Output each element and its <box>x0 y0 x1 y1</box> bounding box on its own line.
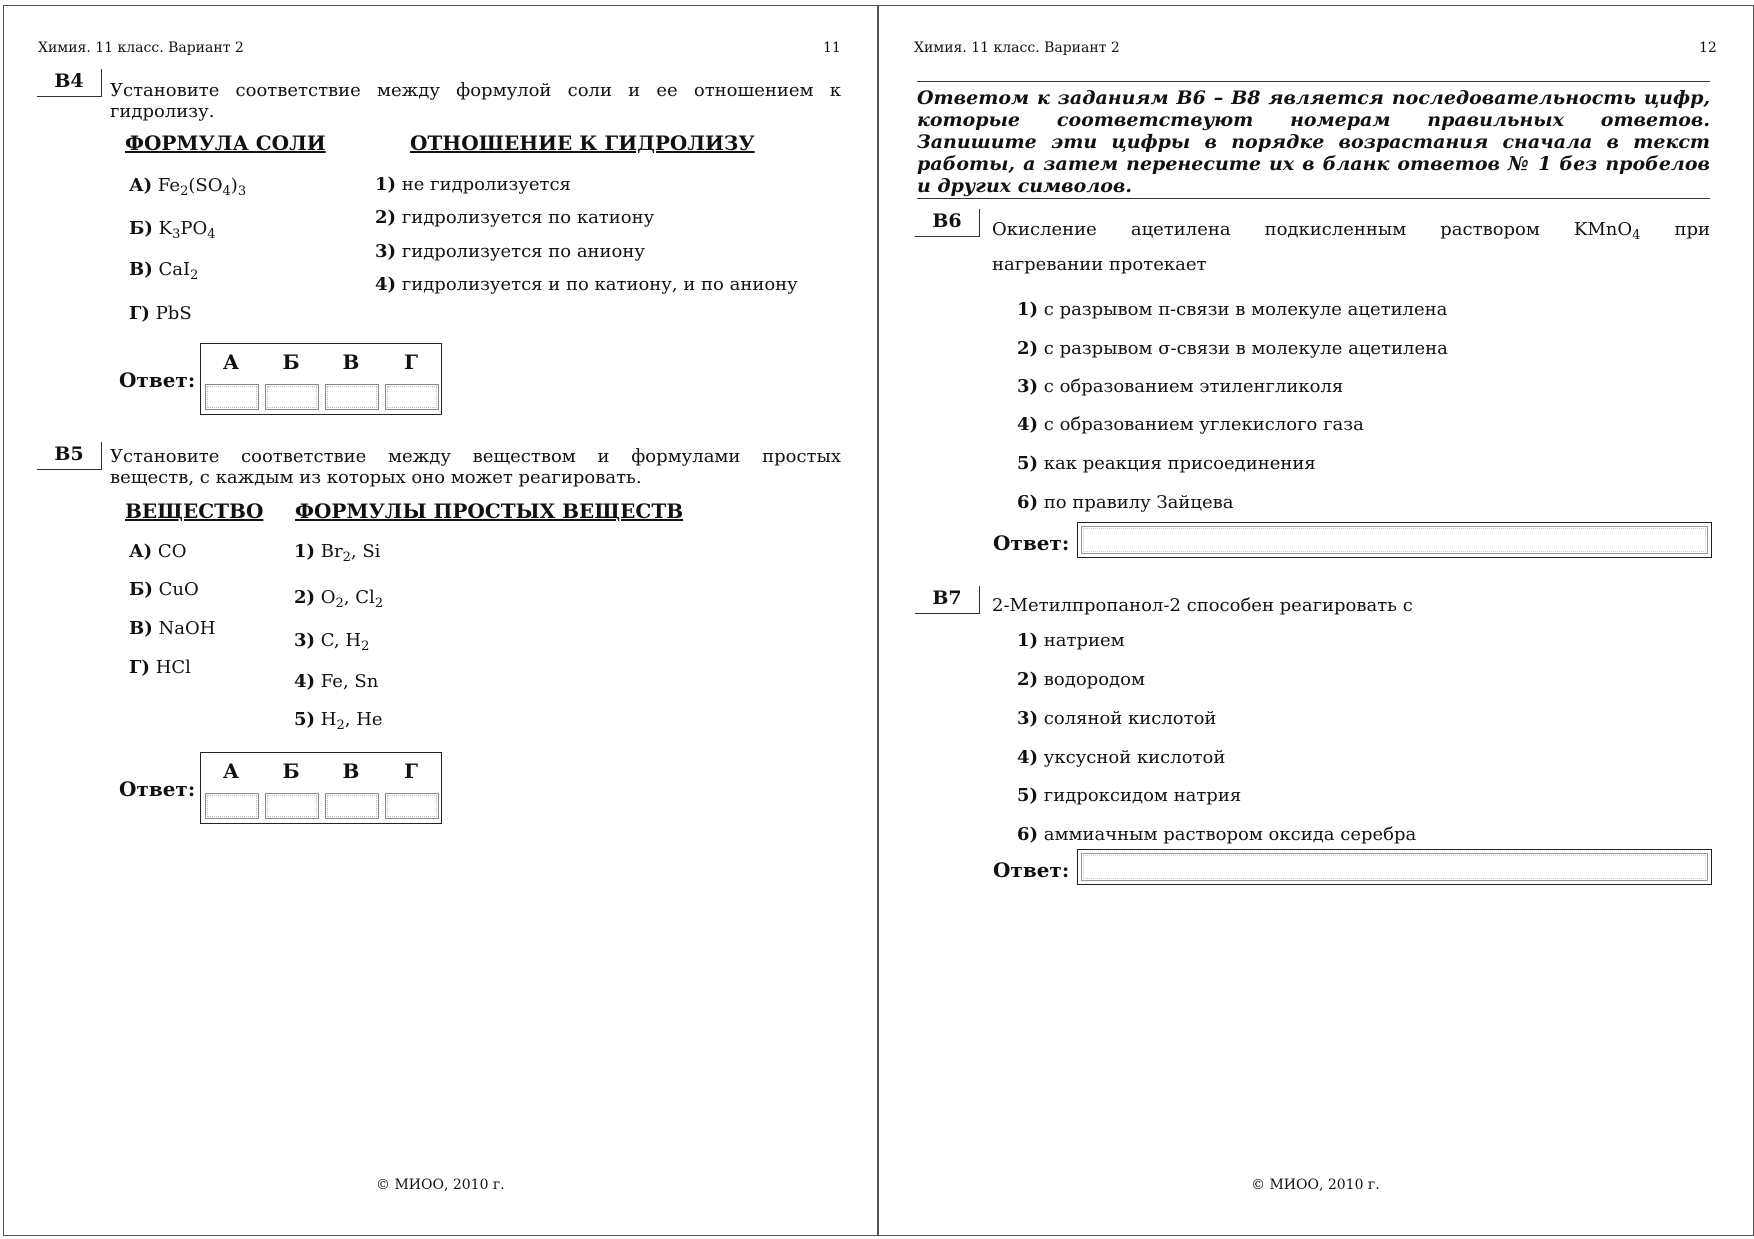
b6-option-2: 2) с разрывом σ-связи в молекуле ацетилена <box>1017 338 1448 359</box>
b6-option-1: 1) с разрывом π-связи в молекуле ацетилена <box>1017 299 1448 320</box>
b4-option-2: 2) гидролизуется по катиону <box>375 207 655 228</box>
b4-question-line2: гидролизу. <box>110 101 215 122</box>
b6-answer-field[interactable] <box>1077 522 1712 558</box>
b5-item-g: Г) HCl <box>129 657 191 678</box>
page-footer: © МИОО, 2010 г. <box>376 1177 505 1193</box>
answer-cell-g[interactable] <box>385 793 439 819</box>
b5-option-3: 3) C, $H_2$ <box>294 630 370 654</box>
b4-option-4: 4) гидролизуется и по катиону, и по аниону <box>375 274 798 295</box>
b5-question-line1: Установите соответствие между веществом и формулами простых <box>110 446 841 467</box>
b7-answer-label: Ответ: <box>993 858 1070 882</box>
b4-column-title-formula: ФОРМУЛА СОЛИ <box>125 131 326 155</box>
b5-option-4: 4) Fe, Sn <box>294 671 379 692</box>
instruction-line: работы, а затем перенесите их в бланк ответов № 1 без пробелов <box>917 153 1710 175</box>
b4-answer-grid <box>200 343 442 415</box>
item-key: А) <box>129 175 153 196</box>
answer-cell-a[interactable] <box>205 384 259 410</box>
task-label-b6: В6 <box>915 209 980 237</box>
page-number: 12 <box>1699 40 1717 56</box>
answer-col-header: В <box>342 759 360 783</box>
b5-item-a: А) CO <box>129 541 187 562</box>
b5-column-title-substance: ВЕЩЕСТВО <box>125 499 264 523</box>
instruction-line: Ответом к заданиям В6 – В8 является последовательность цифр, <box>917 87 1710 109</box>
instruction-line: которые соответствуют номерам правильных ответов. <box>917 109 1710 131</box>
page-number: 11 <box>823 40 841 56</box>
item-key: Г) <box>129 303 150 324</box>
b6-option-3: 3) с образованием этиленгликоля <box>1017 376 1344 397</box>
b7-option-2: 2) водородом <box>1017 669 1145 690</box>
answer-col-header: Б <box>282 759 300 783</box>
b7-option-5: 5) гидроксидом натрия <box>1017 785 1242 806</box>
answer-col-header: Б <box>282 350 300 374</box>
b7-question: 2-Метилпропанол-2 способен реагировать с <box>992 595 1413 616</box>
b6-option-4: 4) с образованием углекислого газа <box>1017 414 1364 435</box>
task-label-b7: В7 <box>915 586 980 614</box>
answer-col-header: А <box>222 759 240 783</box>
item-key: В) <box>129 259 153 280</box>
instruction-rule-bottom <box>917 198 1710 199</box>
b6-option-6: 6) по правилу Зайцева <box>1017 492 1234 513</box>
answer-col-header: Г <box>404 350 418 374</box>
b5-question-line2: веществ, с каждым из которых оно может реагировать. <box>110 467 642 488</box>
b5-answer-grid <box>200 752 442 824</box>
b4-item-a: А) $Fe_2(SO_4)_3$ <box>129 175 247 199</box>
b7-option-3: 3) соляной кислотой <box>1017 708 1217 729</box>
page-footer: © МИОО, 2010 г. <box>1251 1177 1380 1193</box>
b4-option-1: 1) не гидролизуется <box>375 174 571 195</box>
b5-column-title-formulas: ФОРМУЛЫ ПРОСТЫХ ВЕЩЕСТВ <box>295 499 684 523</box>
b6-question-line1: Окисление ацетилена подкисленным раствором KMnO$_4$ при <box>992 219 1710 243</box>
answer-cell-g[interactable] <box>385 384 439 410</box>
b7-option-4: 4) уксусной кислотой <box>1017 747 1226 768</box>
b5-option-1: 1) $Br_2$, Si <box>294 541 381 565</box>
b5-answer-label: Ответ: <box>119 777 196 801</box>
b5-item-b: Б) CuO <box>129 579 199 600</box>
b4-question-line1: Установите соответствие между формулой соли и ее отношением к <box>110 80 841 101</box>
b4-item-b: Б) $K_3PO_4$ <box>129 218 216 242</box>
b7-option-6: 6) аммиачным раствором оксида серебра <box>1017 824 1417 845</box>
b4-column-title-hydrolysis: ОТНОШЕНИЕ К ГИДРОЛИЗУ <box>410 131 755 155</box>
answer-col-header: Г <box>404 759 418 783</box>
page-right <box>877 5 1754 1236</box>
task-label-b5: В5 <box>37 442 102 470</box>
b6-answer-label: Ответ: <box>993 531 1070 555</box>
answer-cell-b[interactable] <box>265 384 319 410</box>
page-header-title: Химия. 11 класс. Вариант 2 <box>38 40 244 56</box>
answer-col-header: А <box>222 350 240 374</box>
b7-option-1: 1) натрием <box>1017 630 1125 651</box>
instruction-rule-top <box>917 81 1710 82</box>
b4-option-3: 3) гидролизуется по аниону <box>375 241 645 262</box>
answer-cell-v[interactable] <box>325 793 379 819</box>
b5-option-5: 5) $H_2$, He <box>294 709 383 733</box>
b5-option-2: 2) $O_2$, $Cl_2$ <box>294 587 384 611</box>
b6-question-line2: нагревании протекает <box>992 254 1207 275</box>
instruction-line: Запишите эти цифры в порядке возрастания сначала в текст <box>917 131 1710 153</box>
answer-col-header: В <box>342 350 360 374</box>
answer-cell-a[interactable] <box>205 793 259 819</box>
b4-item-g: Г) PbS <box>129 303 192 324</box>
answer-cell-b[interactable] <box>265 793 319 819</box>
task-label-b4: В4 <box>37 69 102 97</box>
b5-item-v: В) NaOH <box>129 618 216 639</box>
b6-option-5: 5) как реакция присоединения <box>1017 453 1316 474</box>
page-left <box>3 5 877 1236</box>
b4-answer-label: Ответ: <box>119 368 196 392</box>
item-key: Б) <box>129 218 153 239</box>
b4-item-v: В) CaI$_2$ <box>129 259 199 283</box>
answer-cell-v[interactable] <box>325 384 379 410</box>
page-header-title: Химия. 11 класс. Вариант 2 <box>914 40 1120 56</box>
instruction-line: и других символов. <box>917 175 1133 197</box>
b7-answer-field[interactable] <box>1077 849 1712 885</box>
